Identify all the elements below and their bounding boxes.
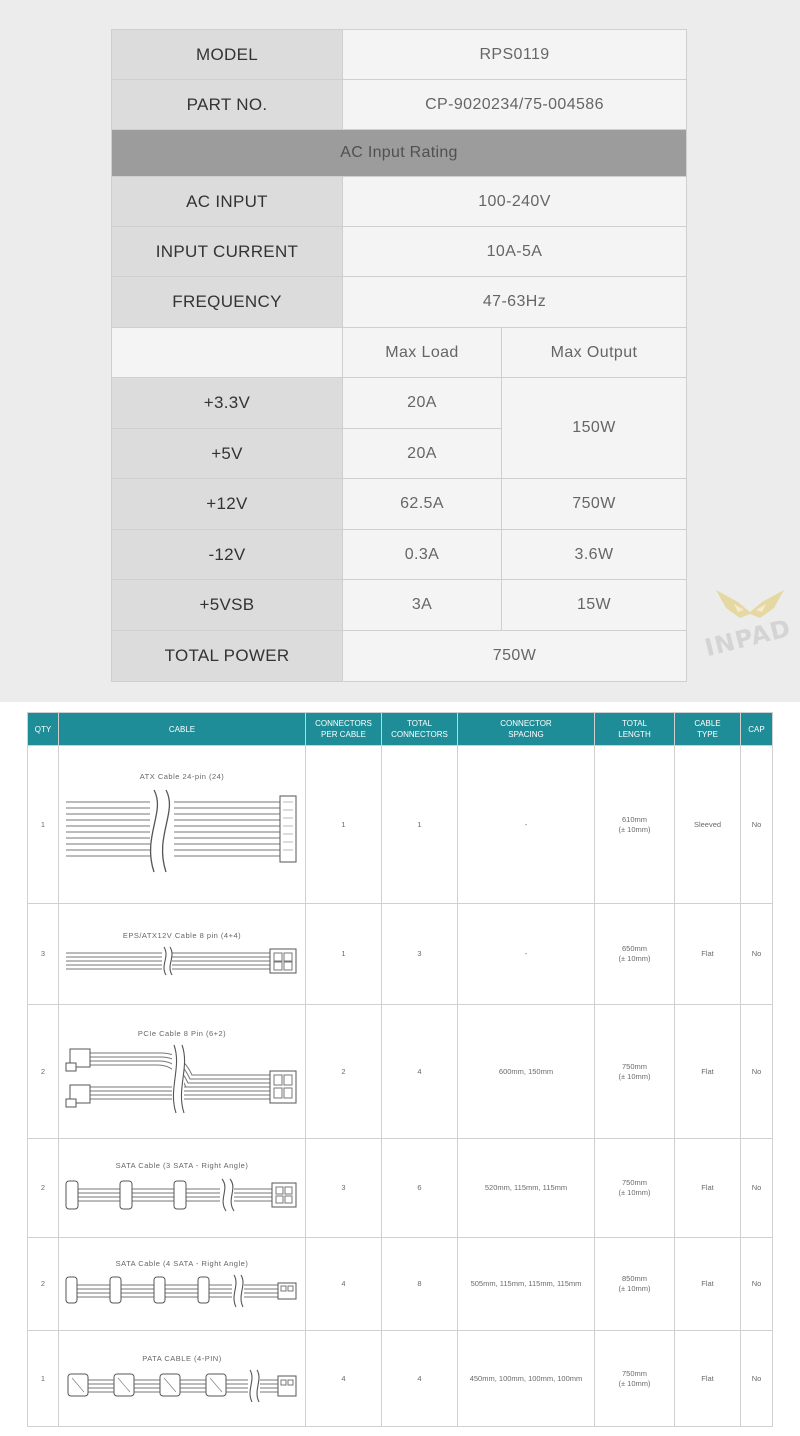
header-qty: QTY <box>28 713 59 746</box>
rail-max-load: 3A <box>343 580 502 631</box>
cable-description <box>59 746 306 904</box>
cable-row <box>28 746 773 904</box>
cable-qty: 2 <box>28 1005 59 1139</box>
cable-connector-spacing: 520mm, 115mm, 115mm <box>458 1139 595 1238</box>
empty-header-cell <box>112 328 343 378</box>
cable-cap: No <box>741 746 773 904</box>
ac-input-rating-title: AC Input Rating <box>112 130 687 177</box>
cable-type: Sleeved <box>675 746 741 904</box>
rail-max-output: 3.6W <box>502 530 687 580</box>
cable-type: Flat <box>675 904 741 1005</box>
rail-label: +12V <box>112 479 343 530</box>
spec-row-input-current <box>112 227 687 277</box>
rail-max-output: 750W <box>502 479 687 530</box>
spec-row-rail <box>112 378 687 429</box>
cable-connectors-per-cable: 3 <box>306 1139 382 1238</box>
rail-max-load: 20A <box>343 378 502 429</box>
rail-max-output: 15W <box>502 580 687 631</box>
cable-description <box>59 1238 306 1331</box>
header-connector-spacing: CONNECTOR SPACING <box>458 713 595 746</box>
sata-4-cable-icon <box>62 1273 302 1309</box>
cable-cap: No <box>741 1331 773 1427</box>
header-total-length: TOTAL LENGTH <box>595 713 675 746</box>
spec-section-header <box>112 130 687 177</box>
cable-section <box>0 702 800 1436</box>
cable-total-connectors: 3 <box>382 904 458 1005</box>
pata-4pin-cable-icon <box>62 1368 302 1404</box>
header-cable: CABLE <box>59 713 306 746</box>
input-current-label: INPUT CURRENT <box>112 227 343 277</box>
total-power-label: TOTAL POWER <box>112 631 343 682</box>
frequency-value: 47-63Hz <box>343 277 687 328</box>
cable-description <box>59 904 306 1005</box>
spec-row-column-headers <box>112 328 687 378</box>
cable-name: SATA Cable (4 SATA - Right Angle) <box>115 1259 249 1268</box>
frequency-label: FREQUENCY <box>112 277 343 328</box>
cable-connector-spacing: 600mm, 150mm <box>458 1005 595 1139</box>
ac-input-value: 100-240V <box>343 177 687 227</box>
header-connectors-per-cable: CONNECTORS PER CABLE <box>306 713 382 746</box>
cable-name: PATA CABLE (4-PIN) <box>142 1353 222 1363</box>
spec-row-part-no <box>112 80 687 130</box>
psu-spec-table <box>111 29 687 682</box>
cable-type: Flat <box>675 1238 741 1331</box>
rail-label: +5V <box>112 429 343 479</box>
sata-3-cable-icon <box>62 1175 302 1215</box>
cable-name: PCIe Cable 8 Pin (6+2) <box>137 1028 227 1038</box>
cable-cap: No <box>741 904 773 1005</box>
cable-connectors-per-cable: 4 <box>306 1238 382 1331</box>
watermark-text: INPAD <box>701 613 794 663</box>
cable-connector-spacing: - <box>458 904 595 1005</box>
cable-row <box>28 1139 773 1238</box>
max-output-header: Max Output <box>502 328 687 378</box>
cable-table-header <box>28 713 773 746</box>
cable-connectors-per-cable: 2 <box>306 1005 382 1139</box>
spec-row-frequency <box>112 277 687 328</box>
cable-name: SATA Cable (3 SATA - Right Angle) <box>115 1161 249 1170</box>
cable-total-length: 650mm (± 10mm) <box>595 904 675 1005</box>
rail-label: +5VSB <box>112 580 343 631</box>
cable-row <box>28 904 773 1005</box>
part-no-label: PART NO. <box>112 80 343 130</box>
cable-total-length: 750mm (± 10mm) <box>595 1139 675 1238</box>
cable-total-length: 750mm (± 10mm) <box>595 1005 675 1139</box>
cable-total-length: 610mm (± 10mm) <box>595 746 675 904</box>
spec-row-rail <box>112 479 687 530</box>
cable-connectors-per-cable: 1 <box>306 904 382 1005</box>
input-current-value: 10A-5A <box>343 227 687 277</box>
inpad-watermark <box>701 582 796 663</box>
cable-description <box>59 1005 306 1139</box>
cable-qty: 1 <box>28 746 59 904</box>
cable-type: Flat <box>675 1331 741 1427</box>
cable-connector-spacing: 450mm, 100mm, 100mm, 100mm <box>458 1331 595 1427</box>
cable-total-length: 750mm (± 10mm) <box>595 1331 675 1427</box>
spec-row-rail <box>112 580 687 631</box>
header-cable-type: CABLE TYPE <box>675 713 741 746</box>
cable-qty: 2 <box>28 1238 59 1331</box>
spec-row-model <box>112 30 687 80</box>
cable-cap: No <box>741 1139 773 1238</box>
cable-total-connectors: 4 <box>382 1005 458 1139</box>
spec-row-total-power <box>112 631 687 682</box>
cable-connectors-per-cable: 4 <box>306 1331 382 1427</box>
part-no-value: CP-9020234/75-004586 <box>343 80 687 130</box>
rail-combined-max-output: 150W <box>502 378 687 479</box>
cable-description <box>59 1331 306 1427</box>
cable-name: EPS/ATX12V Cable 8 pin (4+4) <box>122 931 242 940</box>
atx-24pin-cable-icon <box>62 786 302 878</box>
eps-8pin-cable-icon <box>62 945 302 977</box>
cable-total-connectors: 8 <box>382 1238 458 1331</box>
spec-row-ac-input <box>112 177 687 227</box>
cable-row <box>28 1331 773 1427</box>
cable-qty: 3 <box>28 904 59 1005</box>
cable-type: Flat <box>675 1139 741 1238</box>
cable-type: Flat <box>675 1005 741 1139</box>
cable-name: ATX Cable 24-pin (24) <box>139 771 225 781</box>
model-value: RPS0119 <box>343 30 687 80</box>
rail-label: -12V <box>112 530 343 580</box>
cable-row <box>28 1238 773 1331</box>
cable-connector-spacing: - <box>458 746 595 904</box>
cable-connectors-per-cable: 1 <box>306 746 382 904</box>
rail-max-load: 62.5A <box>343 479 502 530</box>
cable-total-connectors: 1 <box>382 746 458 904</box>
cable-cap: No <box>741 1238 773 1331</box>
rail-label: +3.3V <box>112 378 343 429</box>
cable-table <box>27 712 773 1427</box>
model-label: MODEL <box>112 30 343 80</box>
cable-qty: 2 <box>28 1139 59 1238</box>
cable-total-length: 850mm (± 10mm) <box>595 1238 675 1331</box>
rail-max-load: 0.3A <box>343 530 502 580</box>
cable-cap: No <box>741 1005 773 1139</box>
pcie-8pin-cable-icon <box>62 1043 302 1115</box>
total-power-value: 750W <box>343 631 687 682</box>
cable-total-connectors: 6 <box>382 1139 458 1238</box>
ac-input-label: AC INPUT <box>112 177 343 227</box>
header-total-connectors: TOTAL CONNECTORS <box>382 713 458 746</box>
cable-qty: 1 <box>28 1331 59 1427</box>
rail-max-load: 20A <box>343 429 502 479</box>
max-load-header: Max Load <box>343 328 502 378</box>
cable-total-connectors: 4 <box>382 1331 458 1427</box>
spec-row-rail <box>112 530 687 580</box>
cable-connector-spacing: 505mm, 115mm, 115mm, 115mm <box>458 1238 595 1331</box>
header-cap: CAP <box>741 713 773 746</box>
cable-description <box>59 1139 306 1238</box>
cable-row <box>28 1005 773 1139</box>
